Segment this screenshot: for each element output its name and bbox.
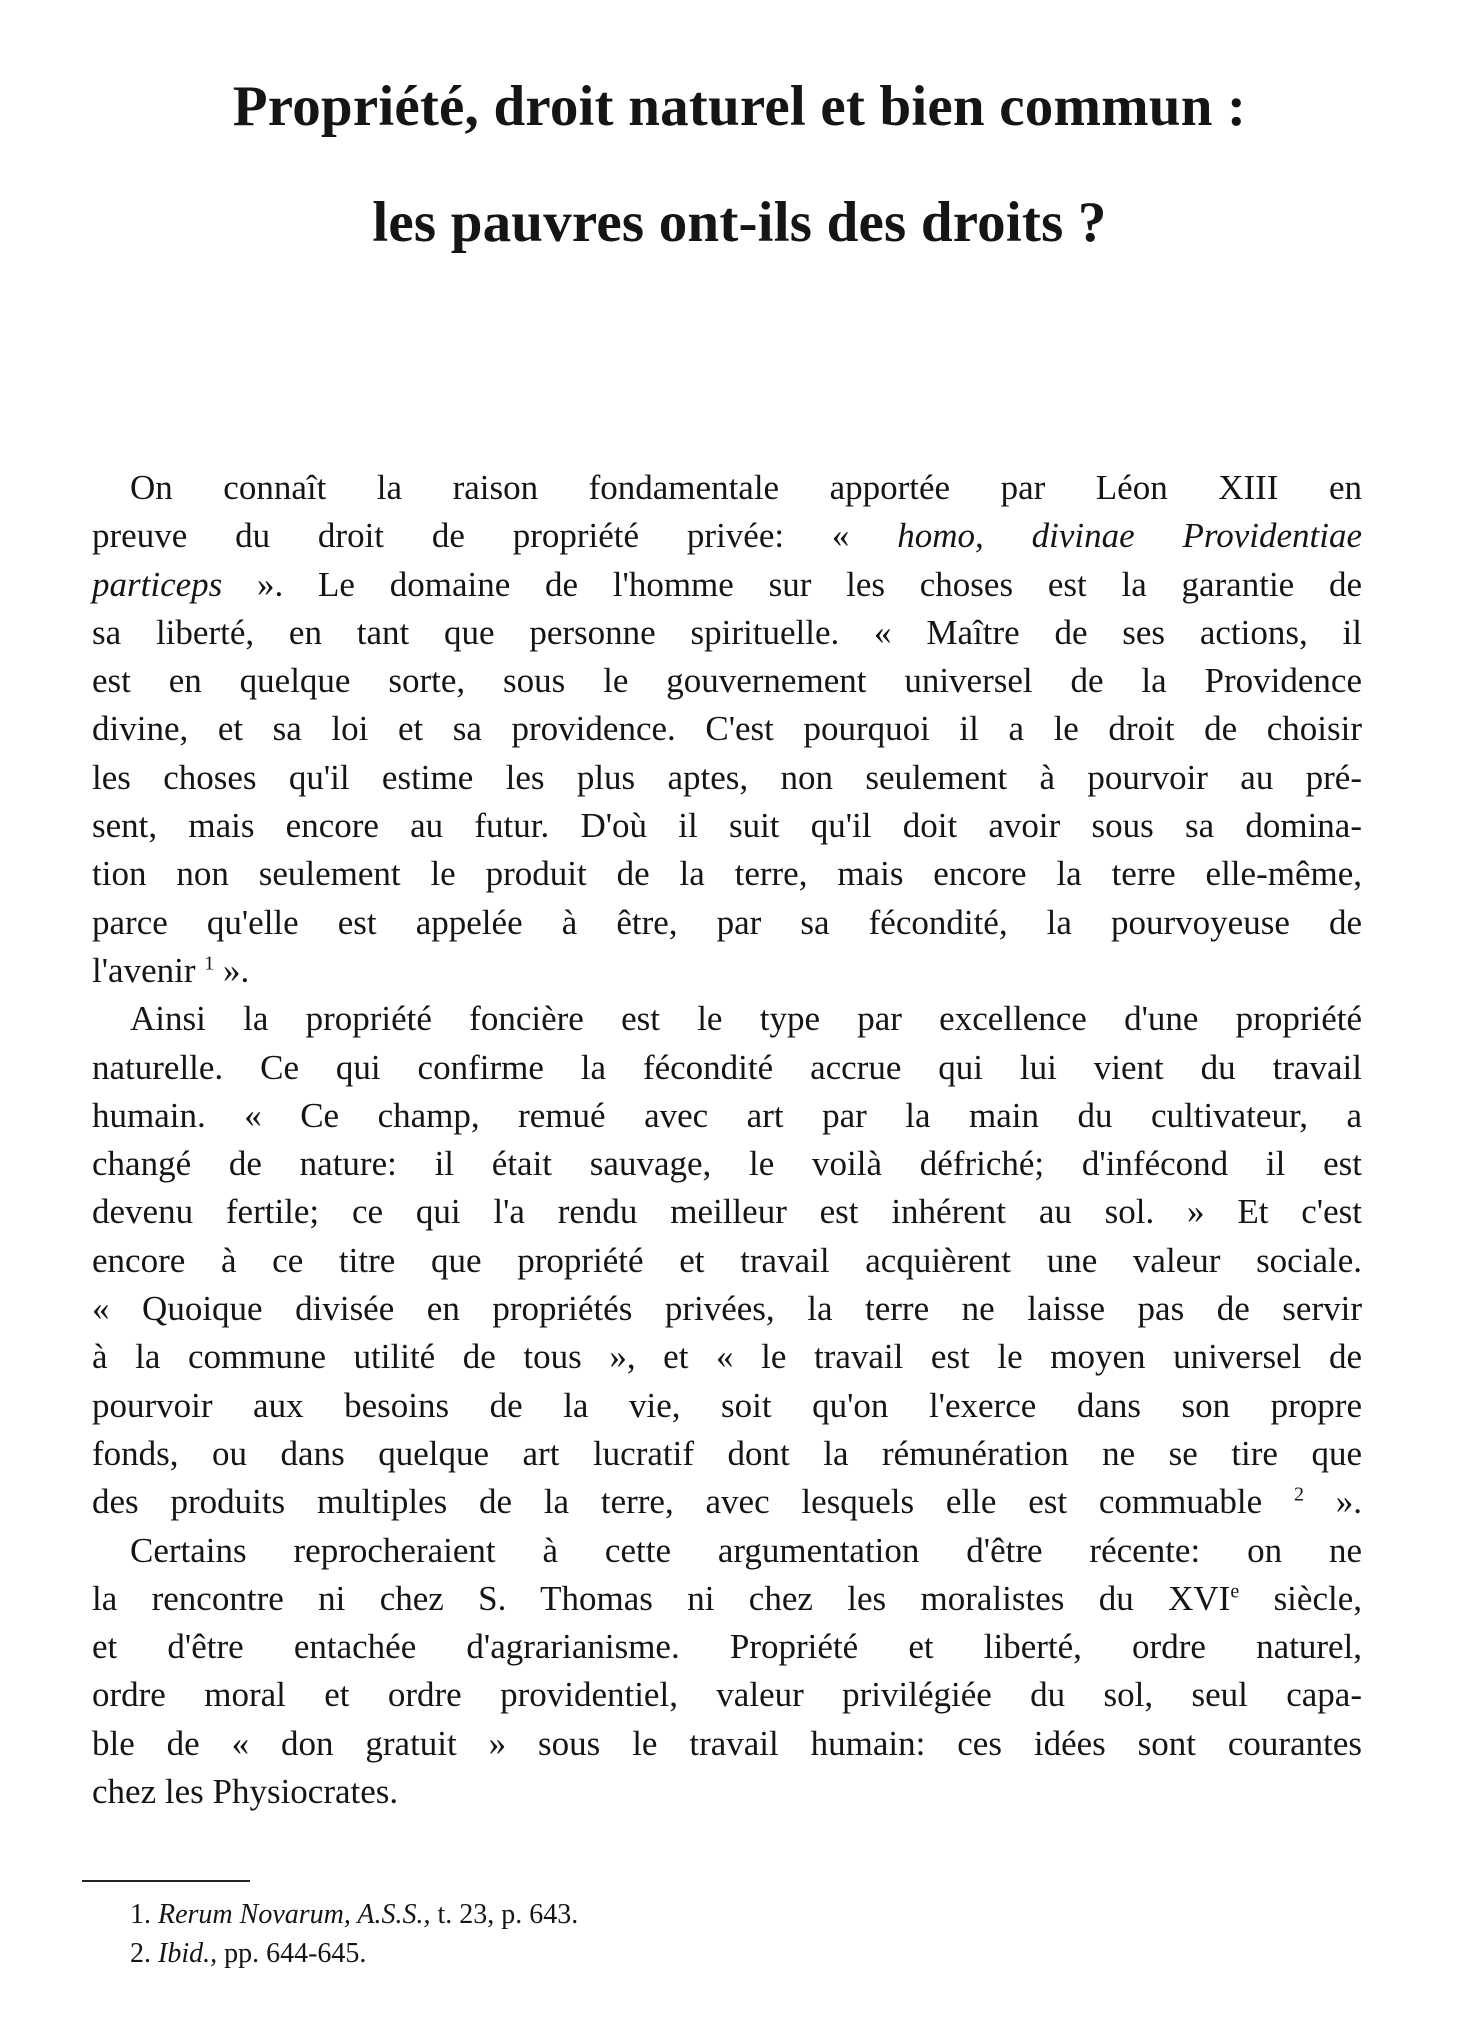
text-line: les choses qu'il estime les plus aptes, non seulement à pourvoir au pré- (92, 757, 1362, 797)
text-line: et d'être entachée d'agrarianisme. Propriété et liberté, ordre naturel, (92, 1627, 1362, 1667)
text-line: encore à ce titre que propriété et travail acquièrent une valeur sociale. (92, 1240, 1362, 1280)
text-line: divine, et sa loi et sa providence. C'est pourquoi il a le droit de choisir (92, 709, 1362, 749)
text-line: « Quoique divisée en propriétés privées, la terre ne laisse pas de servir (92, 1289, 1362, 1329)
paragraph-2 (92, 995, 1362, 1526)
title-line-2: les pauvres ont-ils des droits ? (372, 191, 1107, 254)
text-line: pourvoir aux besoins de la vie, soit qu'on l'exerce dans son propre (92, 1385, 1362, 1425)
text-line: On connaît la raison fondamentale apportée par Léon XIII en (130, 468, 1362, 507)
text-line: Certains reprocheraient à cette argumentation d'être récente: on ne (130, 1530, 1362, 1570)
text-line: ble de « don gratuit » sous le travail humain: ces idées sont courantes (92, 1723, 1362, 1763)
text-line: sent, mais encore au futur. D'où il suit qu'il doit avoir sous sa domina- (92, 806, 1362, 846)
paragraph-1 (92, 464, 1362, 995)
text-line: ordre moral et ordre providentiel, valeur privilégiée du sol, seul capa- (92, 1675, 1362, 1715)
text-line: tion non seulement le produit de la terre, mais encore la terre elle-même, (92, 854, 1362, 894)
footnote-1: 1. Rerum Novarum, A.S.S., t. 23, p. 643. (130, 1899, 579, 1930)
footnote-ref-2: 2 (1293, 1483, 1304, 1506)
title-line-1: Propriété, droit naturel et bien commun : (232, 75, 1247, 138)
text-line: preuve du droit de propriété privée: « homo, divinae Providentiae (92, 516, 1362, 556)
text-line: parce qu'elle est appelée à être, par sa fécondité, la pourvoyeuse de (92, 902, 1362, 942)
text-line: des produits multiples de la terre, avec lesquels elle est commuable $^2$ ». (92, 1482, 1363, 1522)
footnotes (130, 1895, 578, 1973)
footnote-rule (82, 1880, 250, 1882)
text-line: à la commune utilité de tous », et « le travail est le moyen universel de (92, 1337, 1362, 1377)
text-line: naturelle. Ce qui confirme la fécondité accrue qui lui vient du travail (92, 1047, 1362, 1087)
text-line: particeps ». Le domaine de l'homme sur les choses est la garantie de (92, 564, 1362, 604)
text-line: sa liberté, en tant que personne spirituelle. « Maître de ses actions, il (92, 612, 1362, 652)
paragraph-3 (92, 1527, 1362, 1817)
footnote-2: 2. Ibid., pp. 644-645. (130, 1938, 367, 1969)
text-line: est en quelque sorte, sous le gouvernement universel de la Providence (92, 661, 1362, 701)
text-line: fonds, ou dans quelque art lucratif dont la rémunération ne se tire que (92, 1433, 1362, 1473)
text-line: la rencontre ni chez S. Thomas ni chez les moralistes du XVIe siècle, (92, 1578, 1362, 1618)
text-line: devenu fertile; ce qui l'a rendu meilleur est inhérent au sol. » Et c'est (92, 1192, 1362, 1232)
footnote-ref-1: 1 (204, 952, 215, 975)
text-line: l'avenir $^1$ ». (92, 950, 250, 990)
text-line: changé de nature: il était sauvage, le voilà défriché; d'infécond il est (92, 1144, 1362, 1184)
text-line: humain. « Ce champ, remué avec art par la main du cultivateur, a (92, 1095, 1362, 1135)
text-line: chez les Physiocrates. (92, 1772, 399, 1812)
body-text (92, 464, 1362, 1816)
text-line: Ainsi la propriété foncière est le type par excellence d'une propriété (130, 999, 1362, 1039)
